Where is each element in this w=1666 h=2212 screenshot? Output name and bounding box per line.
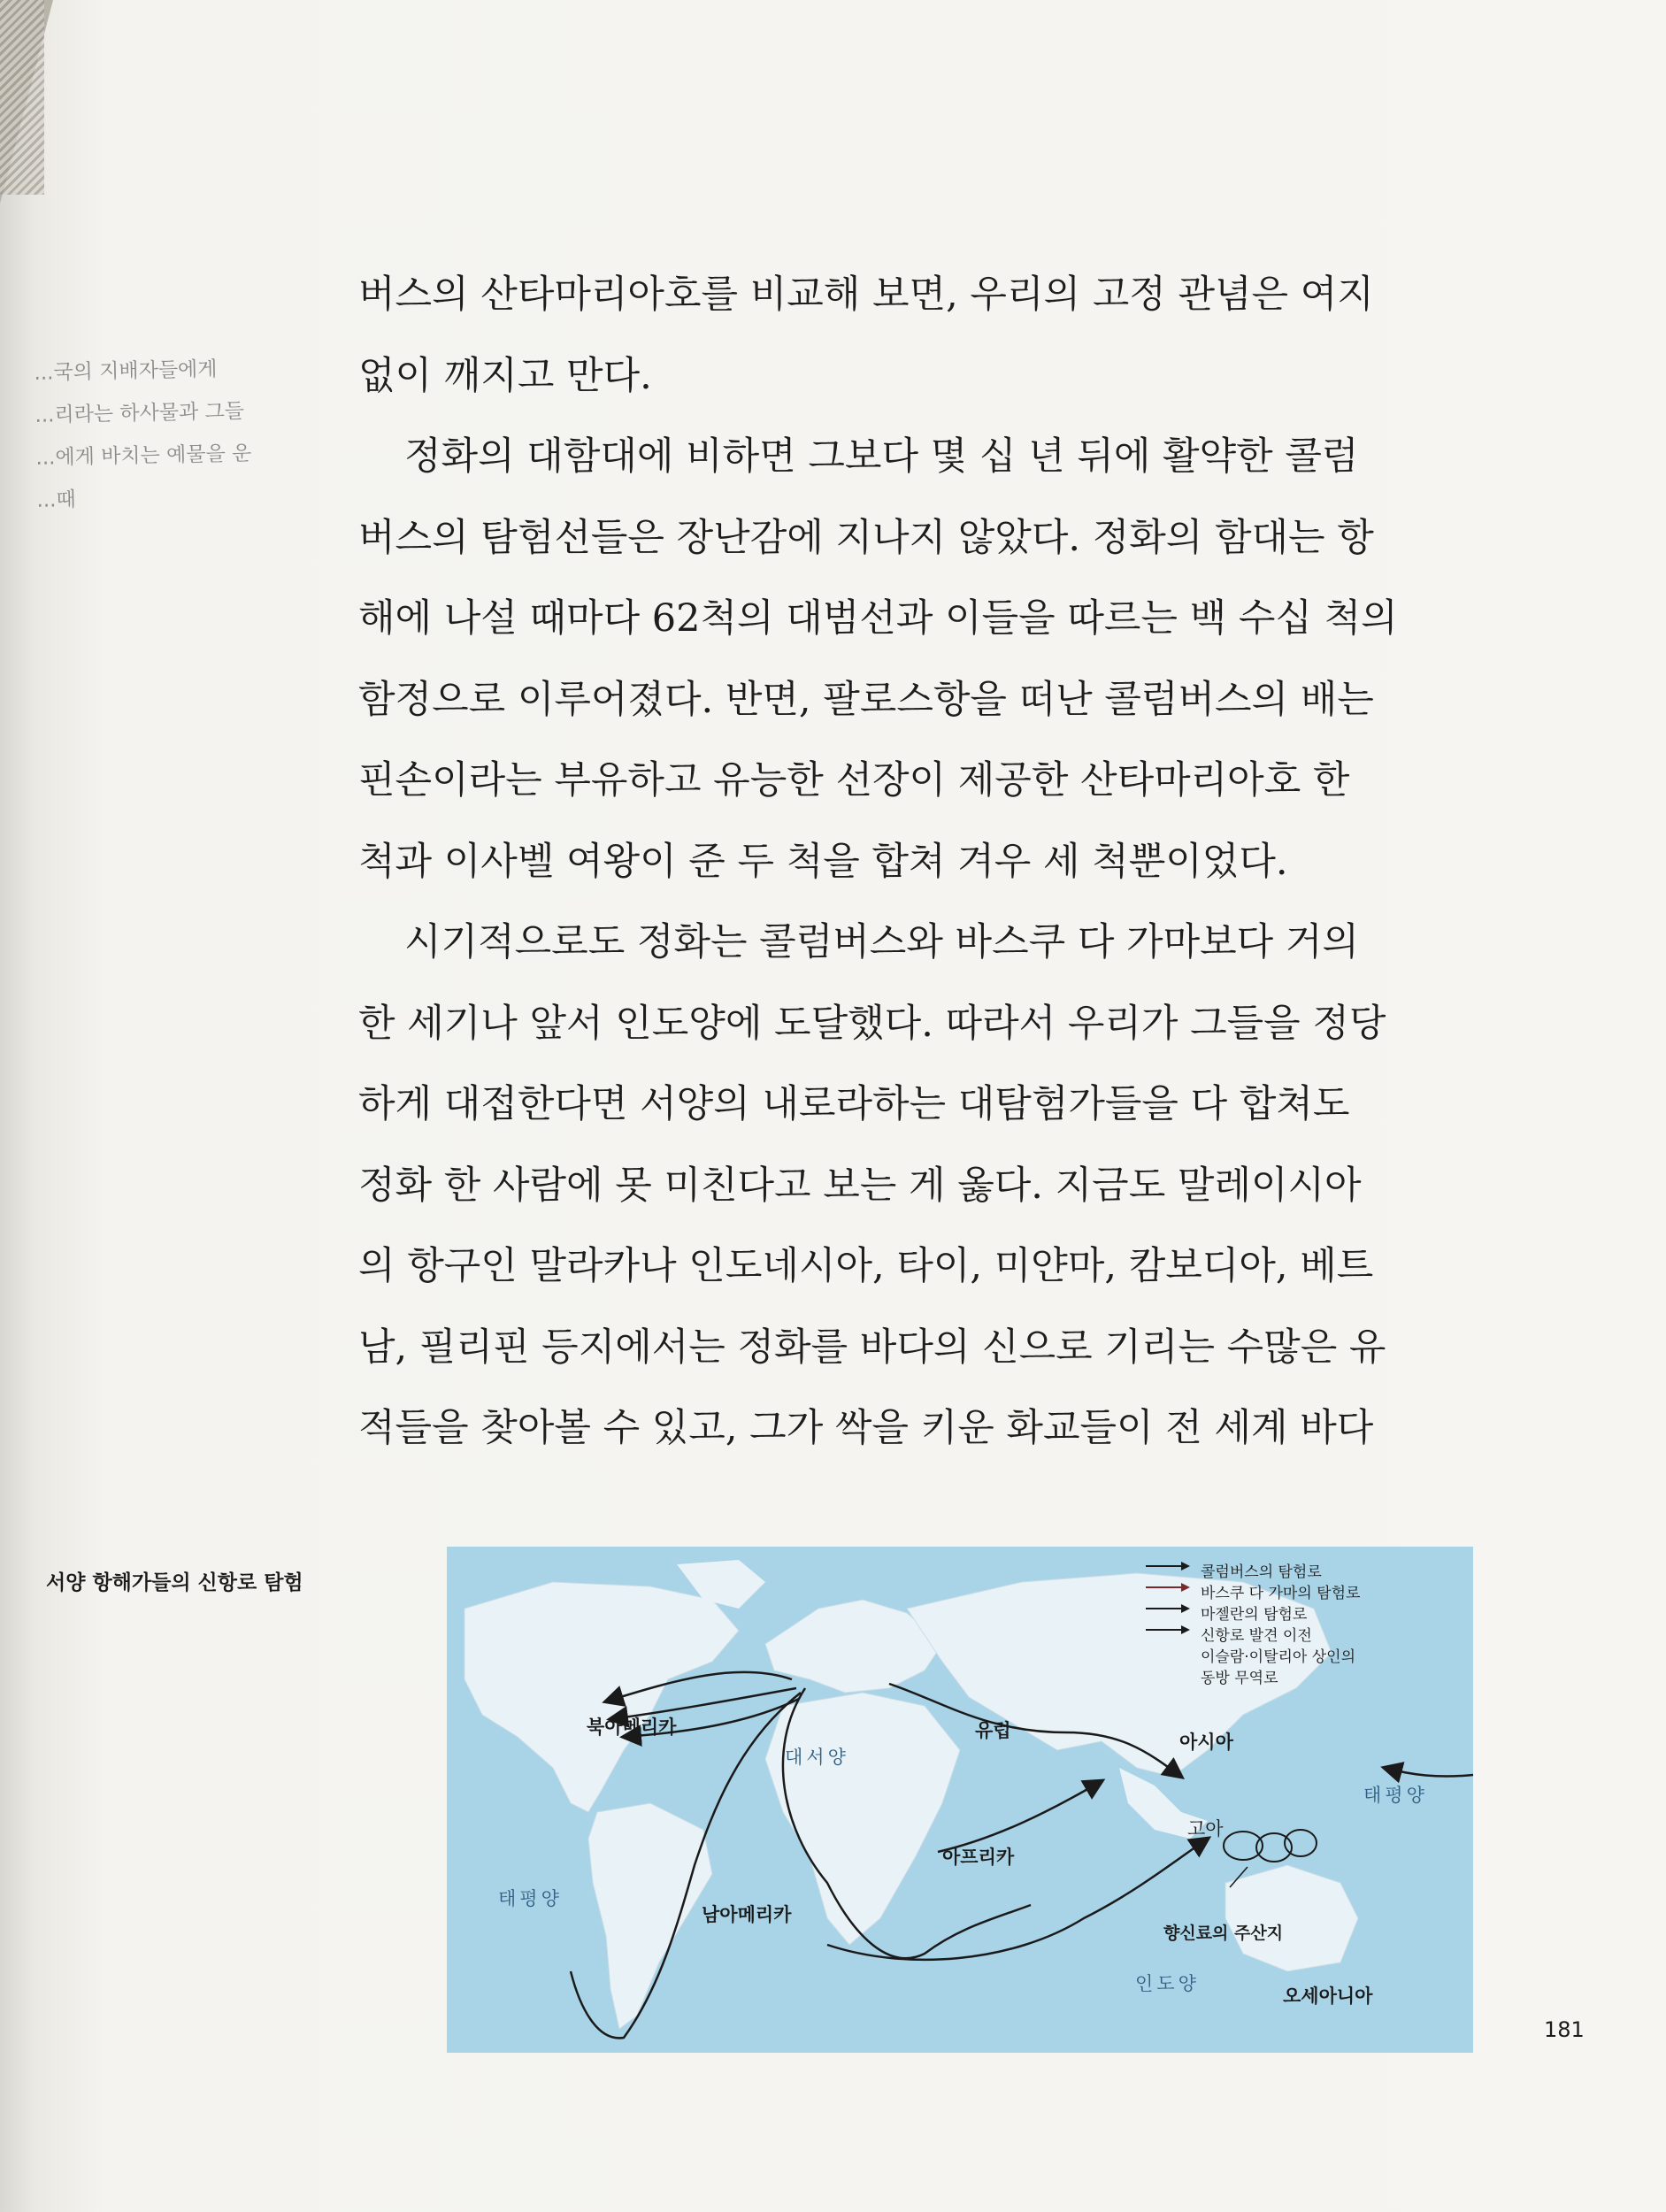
body-line: 정화의 대함대에 비하면 그보다 몇 십 년 뒤에 활약한 콜럼: [404, 434, 1359, 479]
label-spice-islands: 향신료의 주산지: [1163, 1924, 1284, 1943]
body-line: 한 세기나 앞서 인도양에 도달했다. 따라서 우리가 그들을 정당: [358, 1001, 1386, 1046]
legend-extra-line: 동방 무역로: [1201, 1670, 1278, 1687]
legend-extra-line: 이슬람·이탈리아 상인의: [1201, 1648, 1356, 1666]
side-note-line: ...때: [36, 488, 76, 512]
legend-label: 마젤란의 탐험로: [1201, 1606, 1308, 1624]
label-asia: 아시아: [1179, 1732, 1233, 1753]
body-line: 적들을 찾아볼 수 있고, 그가 싹을 키운 화교들이 전 세계 바다: [358, 1406, 1374, 1450]
body-line: 척과 이사벨 여왕이 준 두 척을 합쳐 겨우 세 척뿐이었다.: [358, 839, 1288, 884]
body-line: 정화 한 사람에 못 미친다고 보는 게 옳다. 지금도 말레이시아: [358, 1163, 1362, 1208]
map-caption: 서양 항해가들의 신항로 탐험: [46, 1571, 303, 1594]
body-line: 버스의 탐험선들은 장난감에 지나지 않았다. 정화의 함대는 항: [358, 515, 1374, 560]
page-corner-fold: [0, 0, 53, 204]
legend-arrow-icon: [1146, 1580, 1190, 1593]
body-line: 시기적으로도 정화는 콜럼버스와 바스쿠 다 가마보다 거의: [404, 920, 1359, 964]
body-line: 없이 깨지고 만다.: [358, 353, 652, 398]
label-europe: 유럽: [975, 1720, 1011, 1741]
body-line: 남, 필리핀 등지에서는 정화를 바다의 신으로 기리는 수많은 유: [358, 1325, 1386, 1370]
legend-label: 신항로 발견 이전: [1201, 1627, 1312, 1645]
label-pacific-east: 태평양: [1363, 1785, 1428, 1806]
label-indian-ocean: 인도양: [1135, 1973, 1200, 1994]
label-north-america: 북아메리카: [587, 1717, 677, 1738]
side-note-line: ...리라는 하사물과 그들: [35, 399, 245, 427]
legend-item: [1146, 1623, 1360, 1644]
label-south-america: 남아메리카: [702, 1904, 792, 1925]
legend-label: 바스쿠 다 가마의 탐험로: [1201, 1585, 1361, 1602]
side-note: [34, 347, 276, 522]
legend-label: 콜럼버스의 탐험로: [1201, 1563, 1322, 1581]
legend-arrow-icon: [1146, 1623, 1190, 1635]
body-line: 해에 나설 때마다 62척의 대범선과 이들을 따르는 백 수십 척의: [358, 596, 1398, 641]
legend-item: [1146, 1601, 1360, 1623]
legend-item: [1146, 1559, 1360, 1580]
legend-arrow-icon: [1146, 1559, 1190, 1571]
map-legend: [1146, 1559, 1360, 1686]
label-oceania: 오세아니아: [1283, 1985, 1373, 2007]
page-number: 181: [1544, 2017, 1585, 2042]
body-line: 하게 대접한다면 서양의 내로라하는 대탐험가들을 다 합쳐도: [358, 1082, 1350, 1126]
body-line: 함정으로 이루어졌다. 반면, 팔로스항을 떠난 콜럼버스의 배는: [358, 677, 1374, 722]
body-line: 버스의 산타마리아호를 비교해 보면, 우리의 고정 관념은 여지: [358, 273, 1374, 317]
side-note-line: ...국의 지배자들에게: [34, 357, 218, 385]
side-note-line: ...에게 바치는 예물을 운: [35, 442, 252, 470]
body-line: 의 항구인 말라카나 인도네시아, 타이, 미얀마, 캄보디아, 베트: [358, 1244, 1374, 1288]
legend-item: [1146, 1580, 1360, 1601]
body-text: [358, 255, 1455, 1470]
label-pacific-west: 태평양: [498, 1888, 563, 1909]
label-goa: 고아: [1187, 1818, 1224, 1839]
label-africa: 아프리카: [942, 1847, 1015, 1868]
route-map: [447, 1547, 1473, 2053]
body-line: 핀손이라는 부유하고 유능한 선장이 제공한 산타마리아호 한: [358, 758, 1350, 803]
legend-arrow-icon: [1146, 1601, 1190, 1614]
label-atlantic: 대서양: [785, 1747, 849, 1768]
